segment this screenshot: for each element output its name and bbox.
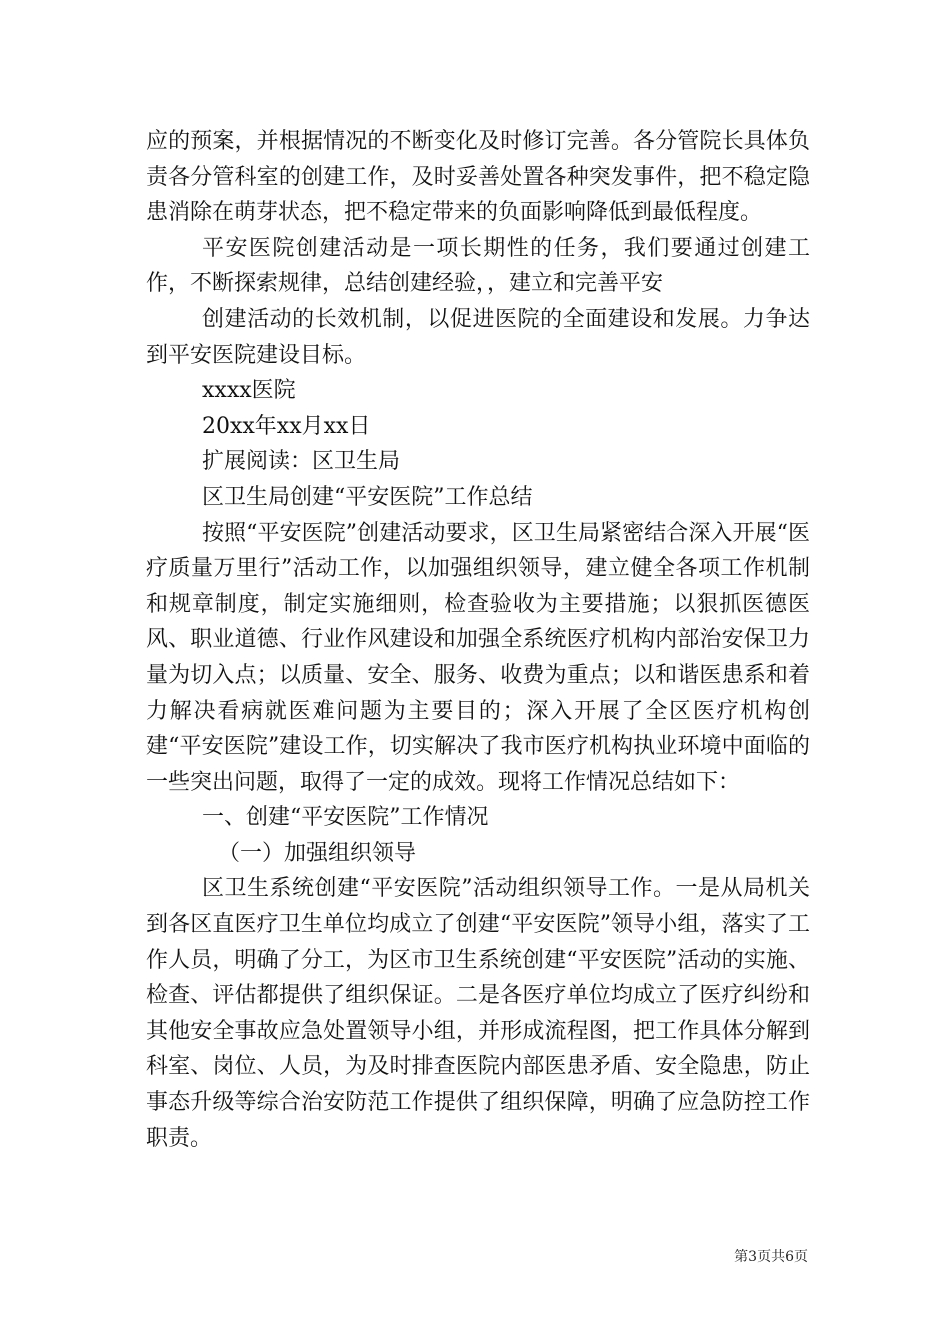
signature-date: 20xx年xx月xx日: [202, 413, 371, 439]
paragraph: 创建活动的长效机制，以促进医院的全面建设和发展。力争达到平安医院建设目标。: [146, 306, 810, 368]
paragraph: 按照“平安医院”创建活动要求，区卫生局紧密结合深入开展“医疗质量万里行”活动工作，以加强组织领导，建立健全各项工作机制和规章制度，制定实施细则，检查验收为主要措施；以狠抓医德医风、职业道德、行业作风建设和加强全系统医疗机构内部治安保卫力量为切入点；以质量、安全、服务、收费为重点；以和谐医患系和着力解决看病就医难问题为主要目的；深入开展了全区医疗机构创建“平安医院”建设工作，切实解决了我市医疗机构执业环境中面临的一些突出问题，取得了一定的成效。现将工作情况总结如下：: [146, 520, 810, 795]
paragraph: 平安医院创建活动是一项长期性的任务，我们要通过创建工作，不断探索规律，总结创建经验，，建立和完善平安: [146, 235, 810, 297]
paragraph-continuation: 应的预案，并根据情况的不断变化及时修订完善。各分管院长具体负责各分管科室的创建工作，及时妥善处置各种突发事件，把不稳定隐患消除在萌芽状态，把不稳定带来的负面影响降低到最低程度。: [146, 129, 810, 226]
document-body: [146, 124, 810, 1156]
section-title: 区卫生局创建“平安医院”工作总结: [202, 484, 533, 510]
heading-level-2: （一）加强组织领导: [218, 840, 417, 866]
signature-hospital: xxxx医院: [202, 378, 296, 404]
page-indicator: 第3页共6页: [734, 1249, 808, 1265]
paragraph: 区卫生系统创建“平安医院”活动组织领导工作。一是从局机关到各区直医疗卫生单位均成立了创建“平安医院”领导小组，落实了工作人员，明确了分工，为区市卫生系统创建“平安医院”活动的实施、检查、评估都提供了组织保证。二是各医疗单位均成立了医疗纠纷和其他安全事故应急处置领导小组，并形成流程图，把工作具体分解到科室、岗位、人员，为及时排查医院内部医患矛盾、安全隐患，防止事态升级等综合治安防范工作提供了组织保障，明确了应急防控工作职责。: [146, 876, 810, 1151]
extended-reading-label: 扩展阅读：区卫生局: [202, 449, 401, 475]
heading-level-1: 一、创建“平安医院”工作情况: [202, 805, 489, 831]
